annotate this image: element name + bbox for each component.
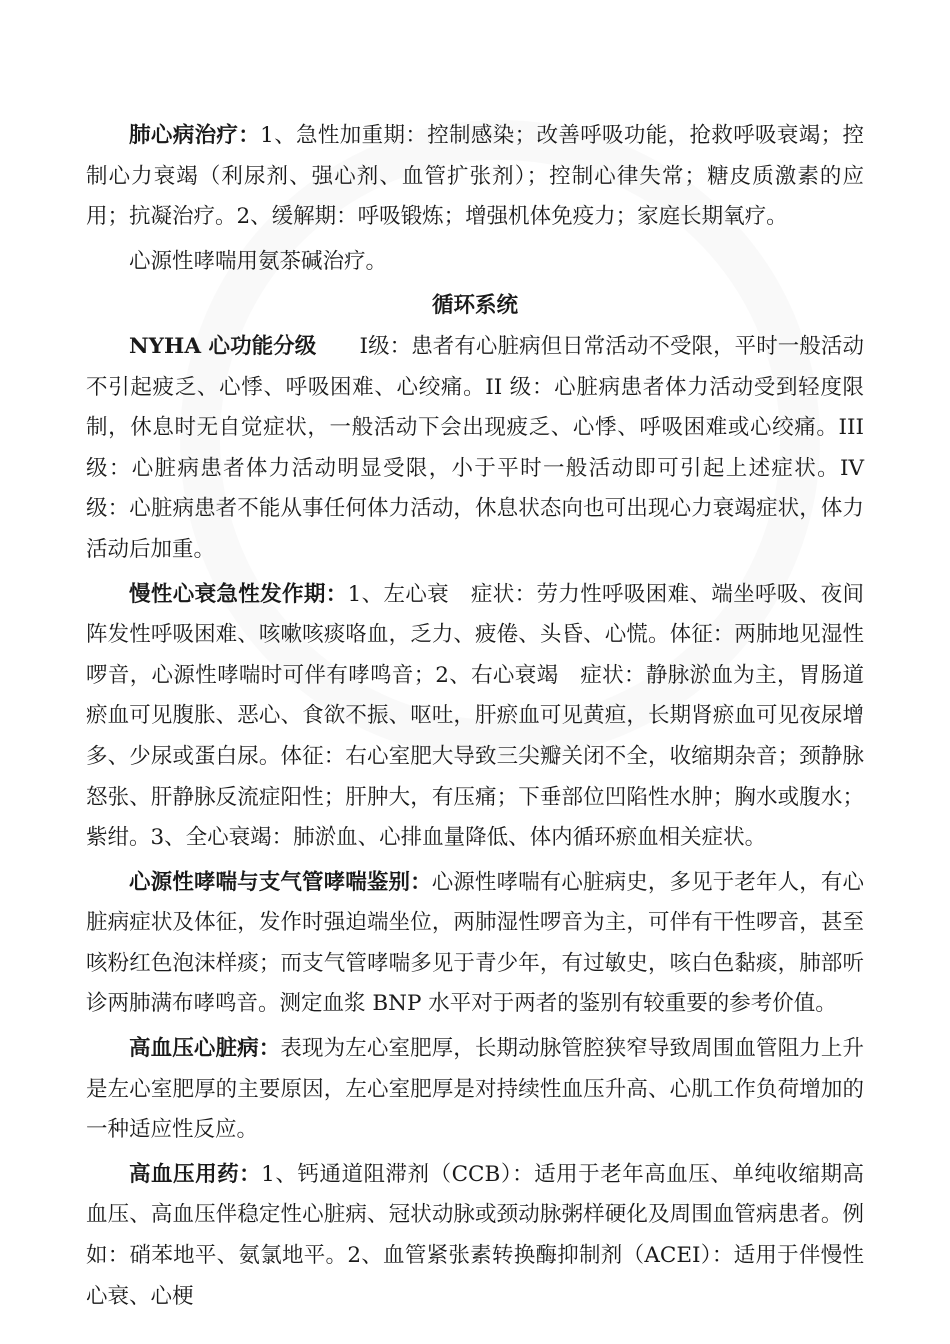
paragraph-asthma-differentiation <box>86 863 864 1025</box>
heading-asthma-differentiation: 心源性哮喘与支气管哮喘鉴别： <box>129 869 432 895</box>
text-asthma-differentiation: 心源性哮喘有心脏病史，多见于老年人，有心脏病症状及体征，发作时强迫端坐位，两肺湿性啰音为主，可伴有干性啰音，甚至咳粉红色泡沫样痰；而支气管哮喘多见于青少年，有过敏史，咳白色黏痰，肺部听诊两肺满布哮鸣音。测定血浆 BNP 水平对于两者的鉴别有较重要的参考价值。 <box>86 869 864 1017</box>
text-pulmonary-heart-treatment: 1、急性加重期：控制感染；改善呼吸功能，抢救呼吸衰竭；控制心力衰竭（利尿剂、强心剂、血管扩张剂）；控制心律失常；糖皮质激素的应用；抗凝治疗。2、缓解期：呼吸锻炼；增强机体免疫力；家庭长期氧疗。 <box>86 123 864 230</box>
heading-pulmonary-heart-treatment: 肺心病治疗： <box>129 123 261 148</box>
heading-hypertensive-heart-disease: 高血压心脏病： <box>129 1036 281 1062</box>
paragraph-cardiac-asthma-aminophylline <box>86 242 864 283</box>
paragraph-hypertensive-heart-disease <box>86 1029 864 1151</box>
section-title-circulatory-system: 循环系统 <box>431 293 518 319</box>
heading-nyha-classification: NYHA 心功能分级 <box>129 333 317 359</box>
heading-chronic-heart-failure: 慢性心衰急性发作期： <box>129 581 348 607</box>
text-hypertension-drugs: 1、钙通道阻滞剂（CCB）：适用于老年高血压、单纯收缩期高血压、高血压伴稳定性心脏病、冠状动脉或颈动脉粥样硬化及周围血管病患者。例如：硝苯地平、氨氯地平。2、血管紧张素转换酶抑制剂（ACEI）：适用于伴慢性心衰、心梗 <box>86 1161 864 1309</box>
heading-hypertension-drugs: 高血压用药： <box>129 1161 262 1187</box>
paragraph-nyha-classification <box>86 327 864 571</box>
text-hypertensive-heart-disease: 表现为左心室肥厚，长期动脉管腔狭窄导致周围血管阻力上升是左心室肥厚的主要原因，左心室肥厚是对持续性血压升高、心肌工作负荷增加的一种适应性反应。 <box>86 1036 864 1143</box>
paragraph-hypertension-drugs <box>86 1155 864 1317</box>
text-cardiac-asthma-aminophylline: 心源性哮喘用氨茶碱治疗。 <box>129 248 388 274</box>
text-nyha-classification: Ⅰ级：患者有心脏病但日常活动不受限，平时一般活动不引起疲乏、心悸、呼吸困难、心绞痛。II 级：心脏病患者体力活动受到轻度限制，休息时无自觉症状，一般活动下会出现疲乏、心悸、呼吸困难或心绞痛。III 级：心脏病患者体力活动明显受限，小于平时一般活动即可引起上述症状。IV 级：心脏病患者不能从事任何体力活动，休息状态向也可出现心力衰竭症状，体力活动后加重。 <box>86 333 864 562</box>
text-chronic-heart-failure: 1、左心衰 症状：劳力性呼吸困难、端坐呼吸、夜间阵发性呼吸困难、咳嗽咳痰咯血，乏力、疲倦、头昏、心慌。体征：两肺地见湿性啰音，心源性哮喘时可伴有哮鸣音；2、右心衰竭 症状：静脉淤血为主，胃肠道瘀血可见腹胀、恶心、食欲不振、呕吐，肝瘀血可见黄疸，长期肾瘀血可见夜尿增多、少尿或蛋白尿。体征：右心室肥大导致三尖瓣关闭不全，收缩期杂音；颈静脉怒张、肝静脉反流症阳性；肝肿大，有压痛；下垂部位凹陷性水肿；胸水或腹水；紫绀。3、全心衰竭：肺淤血、心排血量降低、体内循环瘀血相关症状。 <box>86 581 864 851</box>
document-body <box>86 116 864 1321</box>
paragraph-chronic-heart-failure <box>86 575 864 859</box>
paragraph-pulmonary-heart-treatment <box>86 116 864 238</box>
